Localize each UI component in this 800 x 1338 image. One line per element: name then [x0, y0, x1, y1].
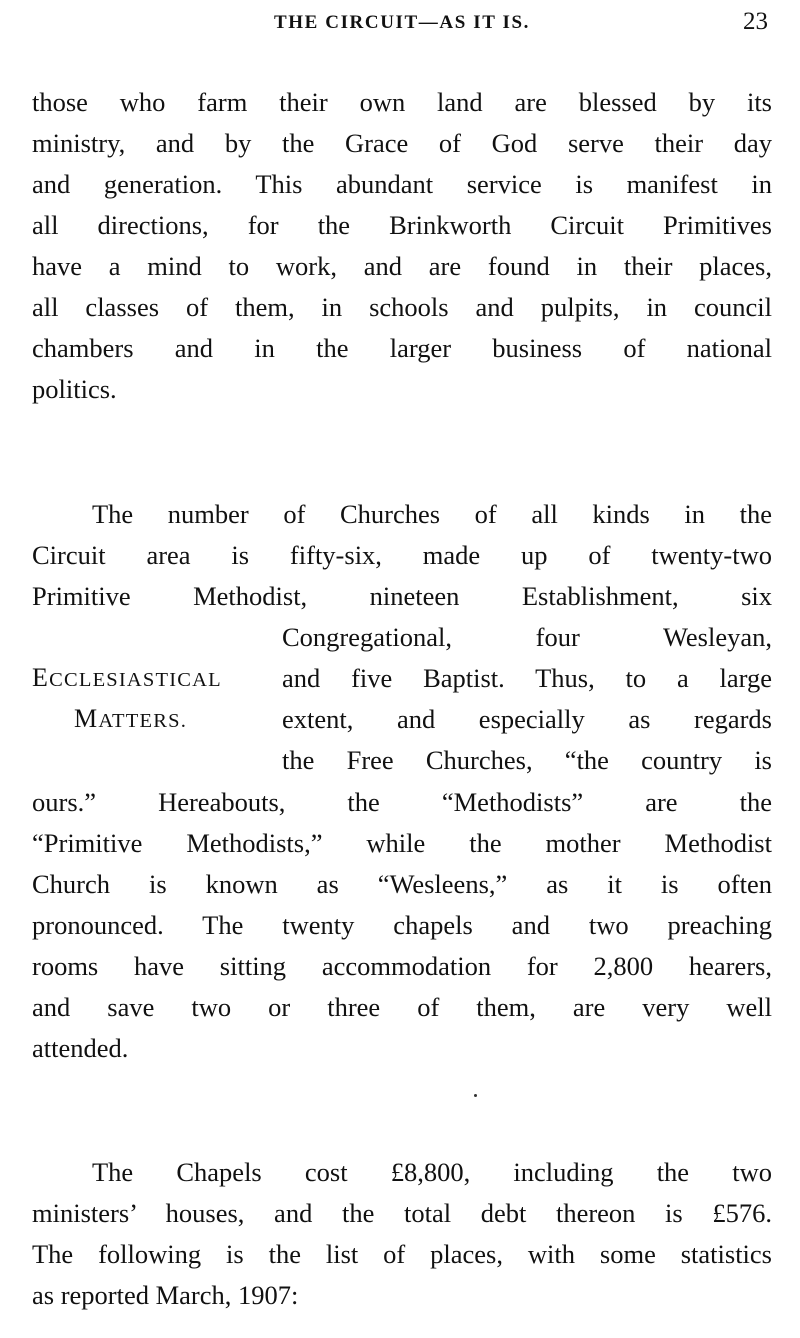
side-note-line-1	[32, 658, 222, 700]
text-line: ours.” Hereabouts, the “Methodists” are the	[32, 787, 772, 817]
text-line: Congregational, four Wesleyan,	[282, 622, 772, 652]
stray-mark	[474, 1094, 477, 1097]
text-line: as reported March, 1907:	[32, 1280, 299, 1310]
side-note-text: ATTERS.	[98, 710, 188, 732]
text-line: and five Baptist. Thus, to a large	[282, 663, 772, 693]
side-note-line-2	[74, 699, 187, 741]
side-note-text: CCLESIASTICAL	[49, 669, 222, 691]
text-line: attended.	[32, 1033, 129, 1063]
text-line: ministry, and by the Grace of God serve their day	[32, 128, 772, 158]
text-line: the Free Churches, “the country is	[282, 745, 772, 775]
text-line: ministers’ houses, and the total debt thereon is £576.	[32, 1198, 772, 1228]
text-line: pronounced. The twenty chapels and two preaching	[32, 910, 772, 940]
text-line: The Chapels cost £8,800, including the two	[92, 1157, 772, 1187]
side-note-cap: E	[32, 663, 50, 692]
text-line: extent, and especially as regards	[282, 704, 772, 734]
text-line: and save two or three of them, are very well	[32, 992, 772, 1022]
text-line: The following is the list of places, with some statistics	[32, 1239, 772, 1269]
text-line: all directions, for the Brinkworth Circuit Primitives	[32, 210, 772, 240]
text-line: those who farm their own land are blessed by its	[32, 87, 772, 117]
text-line: rooms have sitting accommodation for 2,800 hearers,	[32, 951, 772, 981]
text-line: Primitive Methodist, nineteen Establishment, six	[32, 581, 772, 611]
text-line: Church is known as “Wesleens,” as it is often	[32, 869, 772, 899]
text-line: chambers and in the larger business of national	[32, 333, 772, 363]
text-line: “Primitive Methodists,” while the mother Methodist	[32, 828, 772, 858]
running-head	[32, 6, 772, 46]
side-note-cap: M	[74, 704, 99, 733]
text-line: all classes of them, in schools and pulpits, in council	[32, 292, 772, 322]
text-line: politics.	[32, 374, 117, 404]
page-number: 23	[743, 8, 768, 35]
text-line: and generation. This abundant service is manifest in	[32, 169, 772, 199]
running-title: THE CIRCUIT—AS IT IS.	[273, 12, 531, 33]
text-line: Circuit area is fifty-six, made up of twenty-two	[32, 540, 772, 570]
text-line: have a mind to work, and are found in their places,	[32, 251, 772, 281]
text-line: The number of Churches of all kinds in the	[92, 499, 772, 529]
